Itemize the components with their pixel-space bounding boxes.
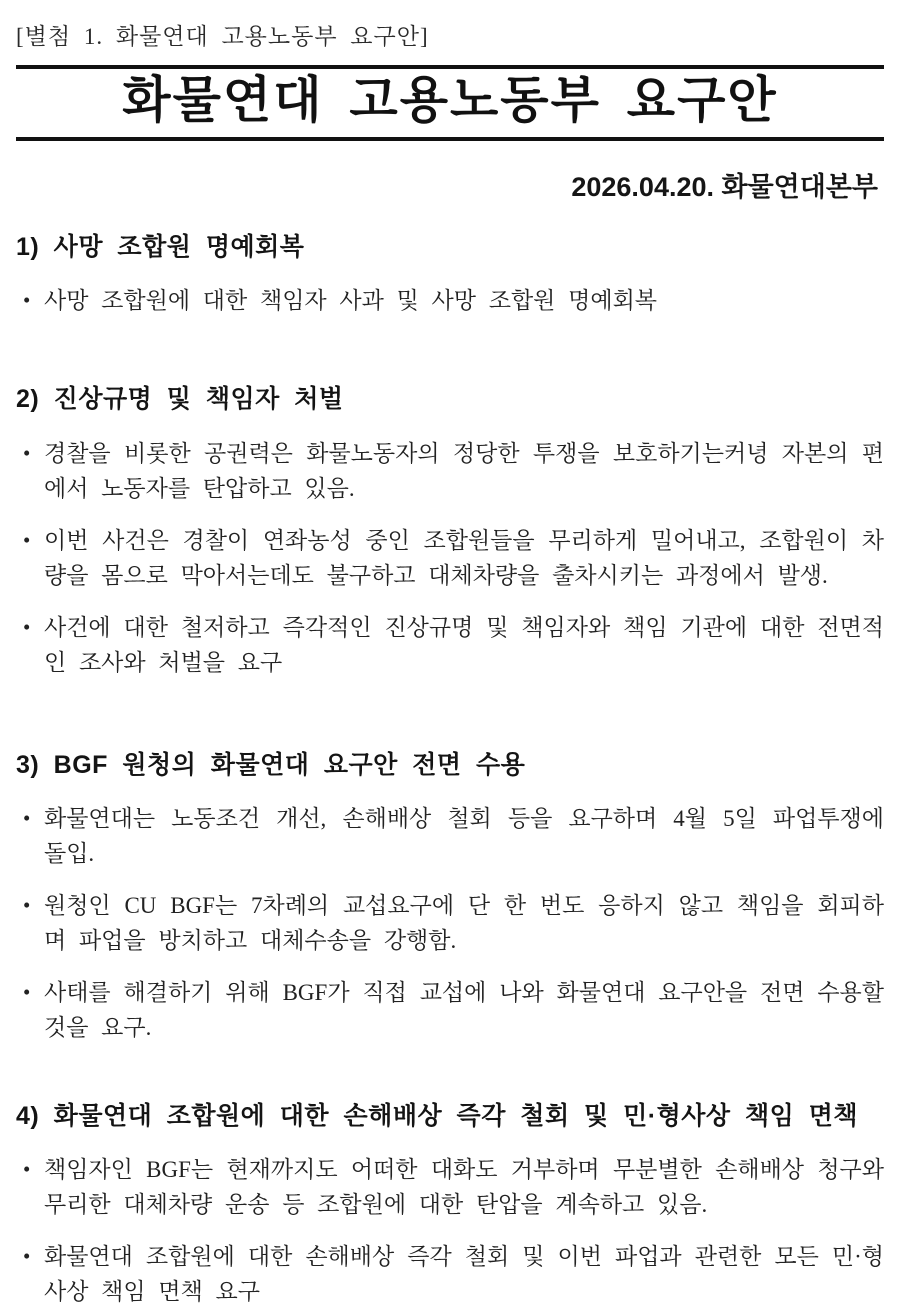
- bullet-text: 화물연대 조합원에 대한 손해배상 즉각 철회 및 이번 파업과 관련한 모든 민·형사상 책임 면책 요구: [44, 1244, 884, 1304]
- section-3-heading: 3) BGF 원청의 화물연대 요구안 전면 수용: [16, 750, 526, 779]
- bullet-item: [16, 975, 884, 1045]
- attachment-label: [별첨 1. 화물연대 고용노동부 요구안]: [16, 24, 429, 49]
- bullet-text: 사망 조합원에 대한 책임자 사과 및 사망 조합원 명예회복: [44, 288, 658, 314]
- bullet-icon: •: [23, 805, 31, 830]
- bullet-item: [16, 888, 884, 958]
- section-2: [16, 384, 884, 679]
- date-and-org-line: 2026.04.20. 화물연대본부: [571, 172, 878, 202]
- title-banner: [16, 65, 884, 141]
- bullet-item: [16, 1239, 884, 1309]
- section-1-heading: 1) 사망 조합원 명예회복: [16, 233, 305, 261]
- section-3: [16, 750, 884, 1045]
- bullet-text: 이번 사건은 경찰이 연좌농성 중인 조합원들을 무리하게 밀어내고, 조합원이 차량을 몸으로 막아서는데도 불구하고 대체차량을 출차시키는 과정에서 발생.: [44, 527, 884, 588]
- document-title: 화물연대 고용노동부 요구안: [122, 72, 778, 128]
- bullet-text: 화물연대는 노동조건 개선, 손해배상 철회 등을 요구하며 4월 5일 파업투쟁에 돌입.: [44, 805, 884, 866]
- bullet-icon: •: [23, 979, 31, 1004]
- section-4: [16, 1101, 884, 1309]
- bullet-icon: •: [23, 1244, 31, 1268]
- bullet-item: [16, 436, 884, 506]
- section-2-heading: 2) 진상규명 및 책임자 처벌: [16, 385, 344, 414]
- bullet-text: 사태를 해결하기 위해 BGF가 직접 교섭에 나와 화물연대 요구안을 전면 수용할 것을 요구.: [44, 979, 884, 1040]
- section-4-heading: 4) 화물연대 조합원에 대한 손해배상 즉각 철회 및 민·형사상 책임 면책: [16, 1101, 859, 1130]
- bullet-icon: •: [23, 440, 31, 465]
- bullet-item: [16, 610, 884, 680]
- bullet-item: [16, 283, 884, 318]
- bullet-text: 경찰을 비롯한 공권력은 화물노동자의 정당한 투쟁을 보호하기는커녕 자본의 편에서 노동자를 탄압하고 있음.: [44, 440, 884, 501]
- bullet-text: 사건에 대한 철저하고 즉각적인 진상규명 및 책임자와 책임 기관에 대한 전면적인 조사와 처벌을 요구: [44, 614, 884, 675]
- bullet-icon: •: [23, 892, 31, 917]
- bullet-text: 책임자인 BGF는 현재까지도 어떠한 대화도 거부하며 무분별한 손해배상 청구와 무리한 대체차량 운송 등 조합원에 대한 탄압을 계속하고 있음.: [44, 1157, 884, 1217]
- bullet-icon: •: [23, 527, 31, 552]
- bullet-item: [16, 1152, 884, 1222]
- section-1: [16, 232, 884, 318]
- bullet-icon: •: [23, 614, 31, 639]
- bullet-icon: •: [23, 1157, 31, 1181]
- bullet-icon: •: [23, 288, 31, 313]
- bullet-item: [16, 523, 884, 593]
- bullet-item: [16, 801, 884, 871]
- bullet-text: 원청인 CU BGF는 7차례의 교섭요구에 단 한 번도 응하지 않고 책임을 회피하며 파업을 방치하고 대체수송을 강행함.: [44, 892, 884, 953]
